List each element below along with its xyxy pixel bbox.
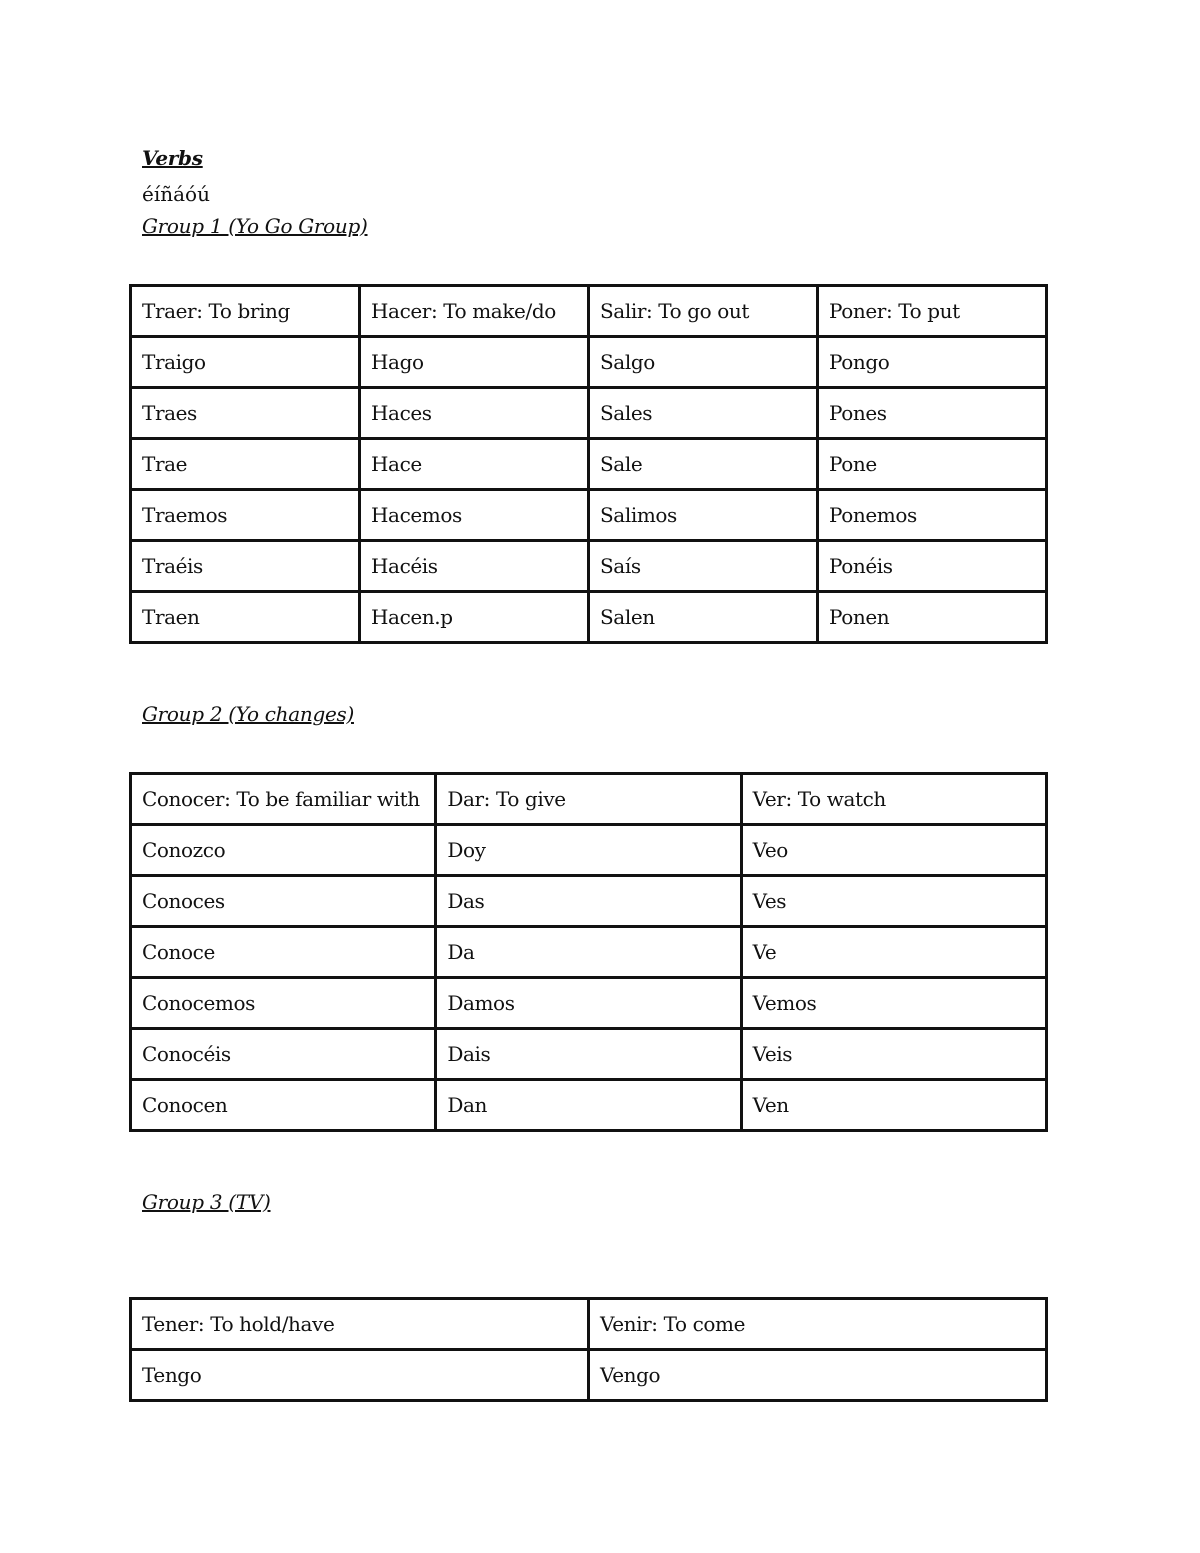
table-row bbox=[131, 337, 1047, 388]
table-header-cell: Ver: To watch bbox=[741, 774, 1046, 825]
table-row bbox=[131, 388, 1047, 439]
table-cell: Conoces bbox=[131, 876, 436, 927]
table-cell: Dais bbox=[436, 1029, 741, 1080]
table-row bbox=[131, 1080, 1047, 1131]
table-cell: Vengo bbox=[589, 1350, 1047, 1401]
table-header-cell: Venir: To come bbox=[589, 1299, 1047, 1350]
table-cell: Damos bbox=[436, 978, 741, 1029]
table-cell: Ponéis bbox=[818, 541, 1047, 592]
group-2-table bbox=[129, 772, 1048, 1132]
table-cell: Conozco bbox=[131, 825, 436, 876]
table-cell: Veo bbox=[741, 825, 1046, 876]
table-cell: Hacéis bbox=[360, 541, 589, 592]
table-header-cell: Hacer: To make/do bbox=[360, 286, 589, 337]
group-1-heading: Group 1 (Yo Go Group) bbox=[142, 214, 368, 238]
table-header-row bbox=[131, 286, 1047, 337]
table-cell: Ves bbox=[741, 876, 1046, 927]
table-cell: Salimos bbox=[589, 490, 818, 541]
table-cell: Hacen.p bbox=[360, 592, 589, 643]
table-cell: Salen bbox=[589, 592, 818, 643]
table-cell: Ponemos bbox=[818, 490, 1047, 541]
table-cell: Hago bbox=[360, 337, 589, 388]
table-cell: Veis bbox=[741, 1029, 1046, 1080]
table-cell: Sale bbox=[589, 439, 818, 490]
table-row bbox=[131, 1350, 1047, 1401]
group-2-heading: Group 2 (Yo changes) bbox=[142, 702, 354, 726]
table-row bbox=[131, 541, 1047, 592]
group-3-table bbox=[129, 1297, 1048, 1402]
table-header-cell: Dar: To give bbox=[436, 774, 741, 825]
table-cell: Ve bbox=[741, 927, 1046, 978]
table-header-cell: Traer: To bring bbox=[131, 286, 360, 337]
table-row bbox=[131, 825, 1047, 876]
table-cell: Sales bbox=[589, 388, 818, 439]
table-cell: Trae bbox=[131, 439, 360, 490]
table-cell: Pongo bbox=[818, 337, 1047, 388]
table-row bbox=[131, 927, 1047, 978]
table-cell: Traen bbox=[131, 592, 360, 643]
table-cell: Haces bbox=[360, 388, 589, 439]
table-header-cell: Poner: To put bbox=[818, 286, 1047, 337]
table-cell: Hace bbox=[360, 439, 589, 490]
table-cell: Salgo bbox=[589, 337, 818, 388]
table-header-row bbox=[131, 774, 1047, 825]
table-cell: Saís bbox=[589, 541, 818, 592]
group-1-table bbox=[129, 284, 1048, 644]
table-cell: Vemos bbox=[741, 978, 1046, 1029]
table-cell: Conocen bbox=[131, 1080, 436, 1131]
table-row bbox=[131, 439, 1047, 490]
table-cell: Doy bbox=[436, 825, 741, 876]
table-cell: Conoce bbox=[131, 927, 436, 978]
table-cell: Traes bbox=[131, 388, 360, 439]
table-header-row bbox=[131, 1299, 1047, 1350]
table-header-cell: Salir: To go out bbox=[589, 286, 818, 337]
table-cell: Dan bbox=[436, 1080, 741, 1131]
accent-characters: éíñáóú bbox=[142, 182, 210, 206]
table-cell: Ponen bbox=[818, 592, 1047, 643]
table-header-cell: Conocer: To be familiar with bbox=[131, 774, 436, 825]
table-row bbox=[131, 490, 1047, 541]
table-cell: Pone bbox=[818, 439, 1047, 490]
table-row bbox=[131, 876, 1047, 927]
table-cell: Traemos bbox=[131, 490, 360, 541]
table-row bbox=[131, 592, 1047, 643]
table-row bbox=[131, 1029, 1047, 1080]
table-cell: Tengo bbox=[131, 1350, 589, 1401]
table-cell: Traéis bbox=[131, 541, 360, 592]
table-header-cell: Tener: To hold/have bbox=[131, 1299, 589, 1350]
table-cell: Ven bbox=[741, 1080, 1046, 1131]
table-cell: Hacemos bbox=[360, 490, 589, 541]
table-cell: Conocemos bbox=[131, 978, 436, 1029]
table-cell: Pones bbox=[818, 388, 1047, 439]
table-cell: Traigo bbox=[131, 337, 360, 388]
table-cell: Da bbox=[436, 927, 741, 978]
table-row bbox=[131, 978, 1047, 1029]
document-title: Verbs bbox=[142, 146, 203, 170]
table-cell: Conocéis bbox=[131, 1029, 436, 1080]
table-cell: Das bbox=[436, 876, 741, 927]
group-3-heading: Group 3 (TV) bbox=[142, 1190, 271, 1214]
